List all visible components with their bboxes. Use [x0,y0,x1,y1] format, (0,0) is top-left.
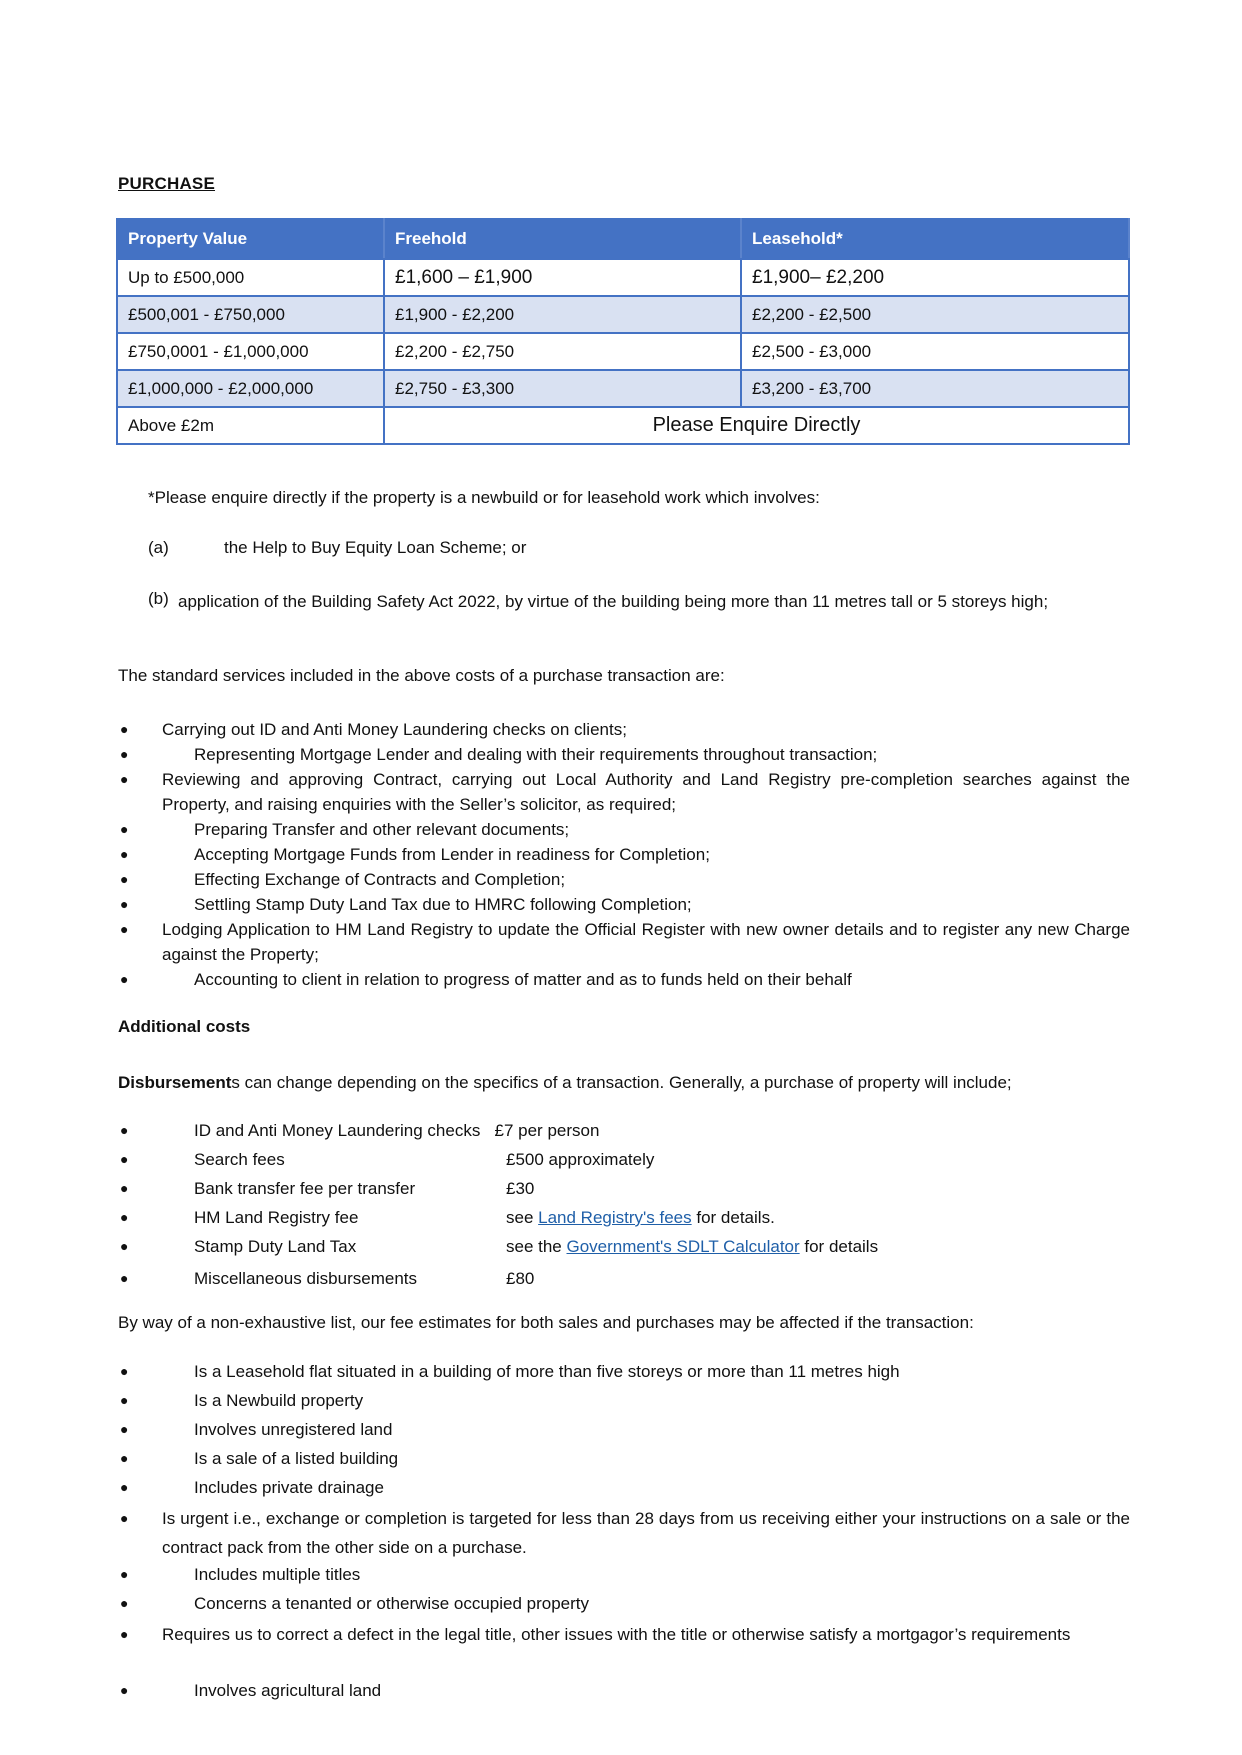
service-item-text: Lodging Application to HM Land Registry to update the Official Register with new owner details and to register any new Charge against the Property; [162,920,1130,964]
table-row [117,407,1129,444]
cell-value: Above £2m [117,407,384,444]
bullet-icon: ● [120,1566,129,1582]
affected-item-text: Includes multiple titles [194,1565,361,1584]
cell-leasehold: £3,200 - £3,700 [741,370,1129,407]
bullet-icon: ● [120,921,129,937]
service-item-text: Carrying out ID and Anti Money Laundering checks on clients; [162,720,627,739]
disbursement-rest: s can change depending on the specifics of a transaction. Generally, a purchase of property will include; [231,1073,1012,1092]
affected-item-text: Is a sale of a listed building [194,1449,399,1468]
bullet-icon: ● [120,971,129,987]
disbursement-label: Search fees [194,1150,285,1169]
note-a-label: (a) [148,538,169,557]
affected-item-text: Is urgent i.e., exchange or completion is targeted for less than 28 days from us receiving either your instructions on a sale or the contract pack from the other side on a purchase. [162,1509,1130,1557]
service-item-text: Settling Stamp Duty Land Tax due to HMRC following Completion; [194,895,692,914]
cell-freehold: £2,200 - £2,750 [384,333,741,370]
bullet-icon: ● [120,1479,129,1495]
service-item-text: Accepting Mortgage Funds from Lender in readiness for Completion; [194,845,710,864]
disbursement-label: Miscellaneous disbursements [194,1269,417,1288]
bullet-icon: ● [120,721,129,737]
cell-freehold: £2,750 - £3,300 [384,370,741,407]
land-registry-fees-link[interactable]: Land Registry's fees [538,1208,692,1227]
bullet-icon: ● [120,1270,129,1286]
cell-leasehold: £2,200 - £2,500 [741,296,1129,333]
disbursement-label: Bank transfer fee per transfer [194,1179,416,1198]
service-item-text: Effecting Exchange of Contracts and Completion; [194,870,566,889]
service-item-text: Representing Mortgage Lender and dealing with their requirements throughout transaction; [194,745,878,764]
bullet-icon: ● [120,1626,129,1642]
affected-item-text: Requires us to correct a defect in the legal title, other issues with the title or otherwise satisfy a mortgagor’s requirements [162,1625,1071,1644]
disbursement-value: see Land Registry's fees for details. [506,1208,775,1227]
cell-freehold: £1,600 – £1,900 [384,259,741,296]
affected-item-text: Involves agricultural land [194,1681,382,1700]
service-item-text: Accounting to client in relation to progress of matter and as to funds held on their behalf [194,970,852,989]
disbursement-label: Stamp Duty Land Tax [194,1237,357,1256]
bullet-icon: ● [120,896,129,912]
bullet-icon: ● [120,871,129,887]
cell-value: £1,000,000 - £2,000,000 [117,370,384,407]
bullet-icon: ● [120,1151,129,1167]
cell-leasehold: £1,900– £2,200 [741,259,1129,296]
bullet-icon: ● [120,821,129,837]
bullet-icon: ● [120,1392,129,1408]
bullet-icon: ● [120,1682,129,1698]
disbursement-value: £30 [506,1179,535,1198]
bullet-icon: ● [120,746,129,762]
bullet-icon: ● [120,1122,129,1138]
note-b-text: application of the Building Safety Act 2022, by virtue of the building being more than 11 metres tall or 5 storeys high; [178,592,1049,611]
additional-costs-heading: Additional costs [118,1017,251,1036]
note-b-label: (b) [148,589,169,608]
purchase-fee-table [116,218,1130,445]
affected-item-text: Concerns a tenanted or otherwise occupied property [194,1594,590,1613]
table-row [117,259,1129,296]
services-intro: The standard services included in the above costs of a purchase transaction are: [118,666,725,685]
bullet-icon: ● [120,846,129,862]
affected-item-text: Is a Newbuild property [194,1391,364,1410]
header-freehold: Freehold [384,219,741,259]
affected-item-text: Is a Leasehold flat situated in a building of more than five storeys or more than 11 metres high [194,1362,900,1381]
cell-value: £500,001 - £750,000 [117,296,384,333]
bullet-icon: ● [120,1209,129,1225]
disbursement-value: £500 approximately [506,1150,655,1169]
cell-value: Up to £500,000 [117,259,384,296]
cell-value: £750,0001 - £1,000,000 [117,333,384,370]
bullet-icon: ● [120,1510,129,1526]
header-leasehold: Leasehold* [741,219,1129,259]
bullet-icon: ● [120,1363,129,1379]
affected-item-text: Involves unregistered land [194,1420,393,1439]
disbursement-bold: Disbursement [118,1073,232,1092]
leasehold-note: *Please enquire directly if the property is a newbuild or for leasehold work which involves: [148,488,820,507]
header-property-value: Property Value [117,219,384,259]
note-a-text: the Help to Buy Equity Loan Scheme; or [224,538,527,557]
cell-freehold: £1,900 - £2,200 [384,296,741,333]
disbursement-label: ID and Anti Money Laundering checks [194,1121,481,1140]
service-item-text: Preparing Transfer and other relevant documents; [194,820,570,839]
affected-intro: By way of a non-exhaustive list, our fee estimates for both sales and purchases may be affected if the transaction: [118,1313,974,1332]
table-header-row [117,219,1129,259]
disbursement-label: HM Land Registry fee [194,1208,359,1227]
table-row [117,333,1129,370]
sdlt-calculator-link[interactable]: Government's SDLT Calculator [566,1237,800,1256]
bullet-icon: ● [120,1595,129,1611]
disbursement-value: £80 [506,1269,535,1288]
disbursement-value: £7 per person [494,1121,600,1140]
affected-item-text: Includes private drainage [194,1478,384,1497]
table-row [117,296,1129,333]
bullet-icon: ● [120,771,129,787]
bullet-icon: ● [120,1180,129,1196]
bullet-icon: ● [120,1238,129,1254]
bullet-icon: ● [120,1421,129,1437]
bullet-icon: ● [120,1450,129,1466]
cell-enquire-directly: Please Enquire Directly [384,407,1129,444]
cell-leasehold: £2,500 - £3,000 [741,333,1129,370]
table-row [117,370,1129,407]
disbursement-value: see the Government's SDLT Calculator for details [506,1237,879,1256]
disbursements-intro [118,1073,1012,1093]
section-heading-purchase: PURCHASE [118,174,216,193]
service-item-text: Reviewing and approving Contract, carrying out Local Authority and Land Registry pre-completion searches against the Property, and raising enquiries with the Seller’s solicitor, as required; [162,770,1130,814]
